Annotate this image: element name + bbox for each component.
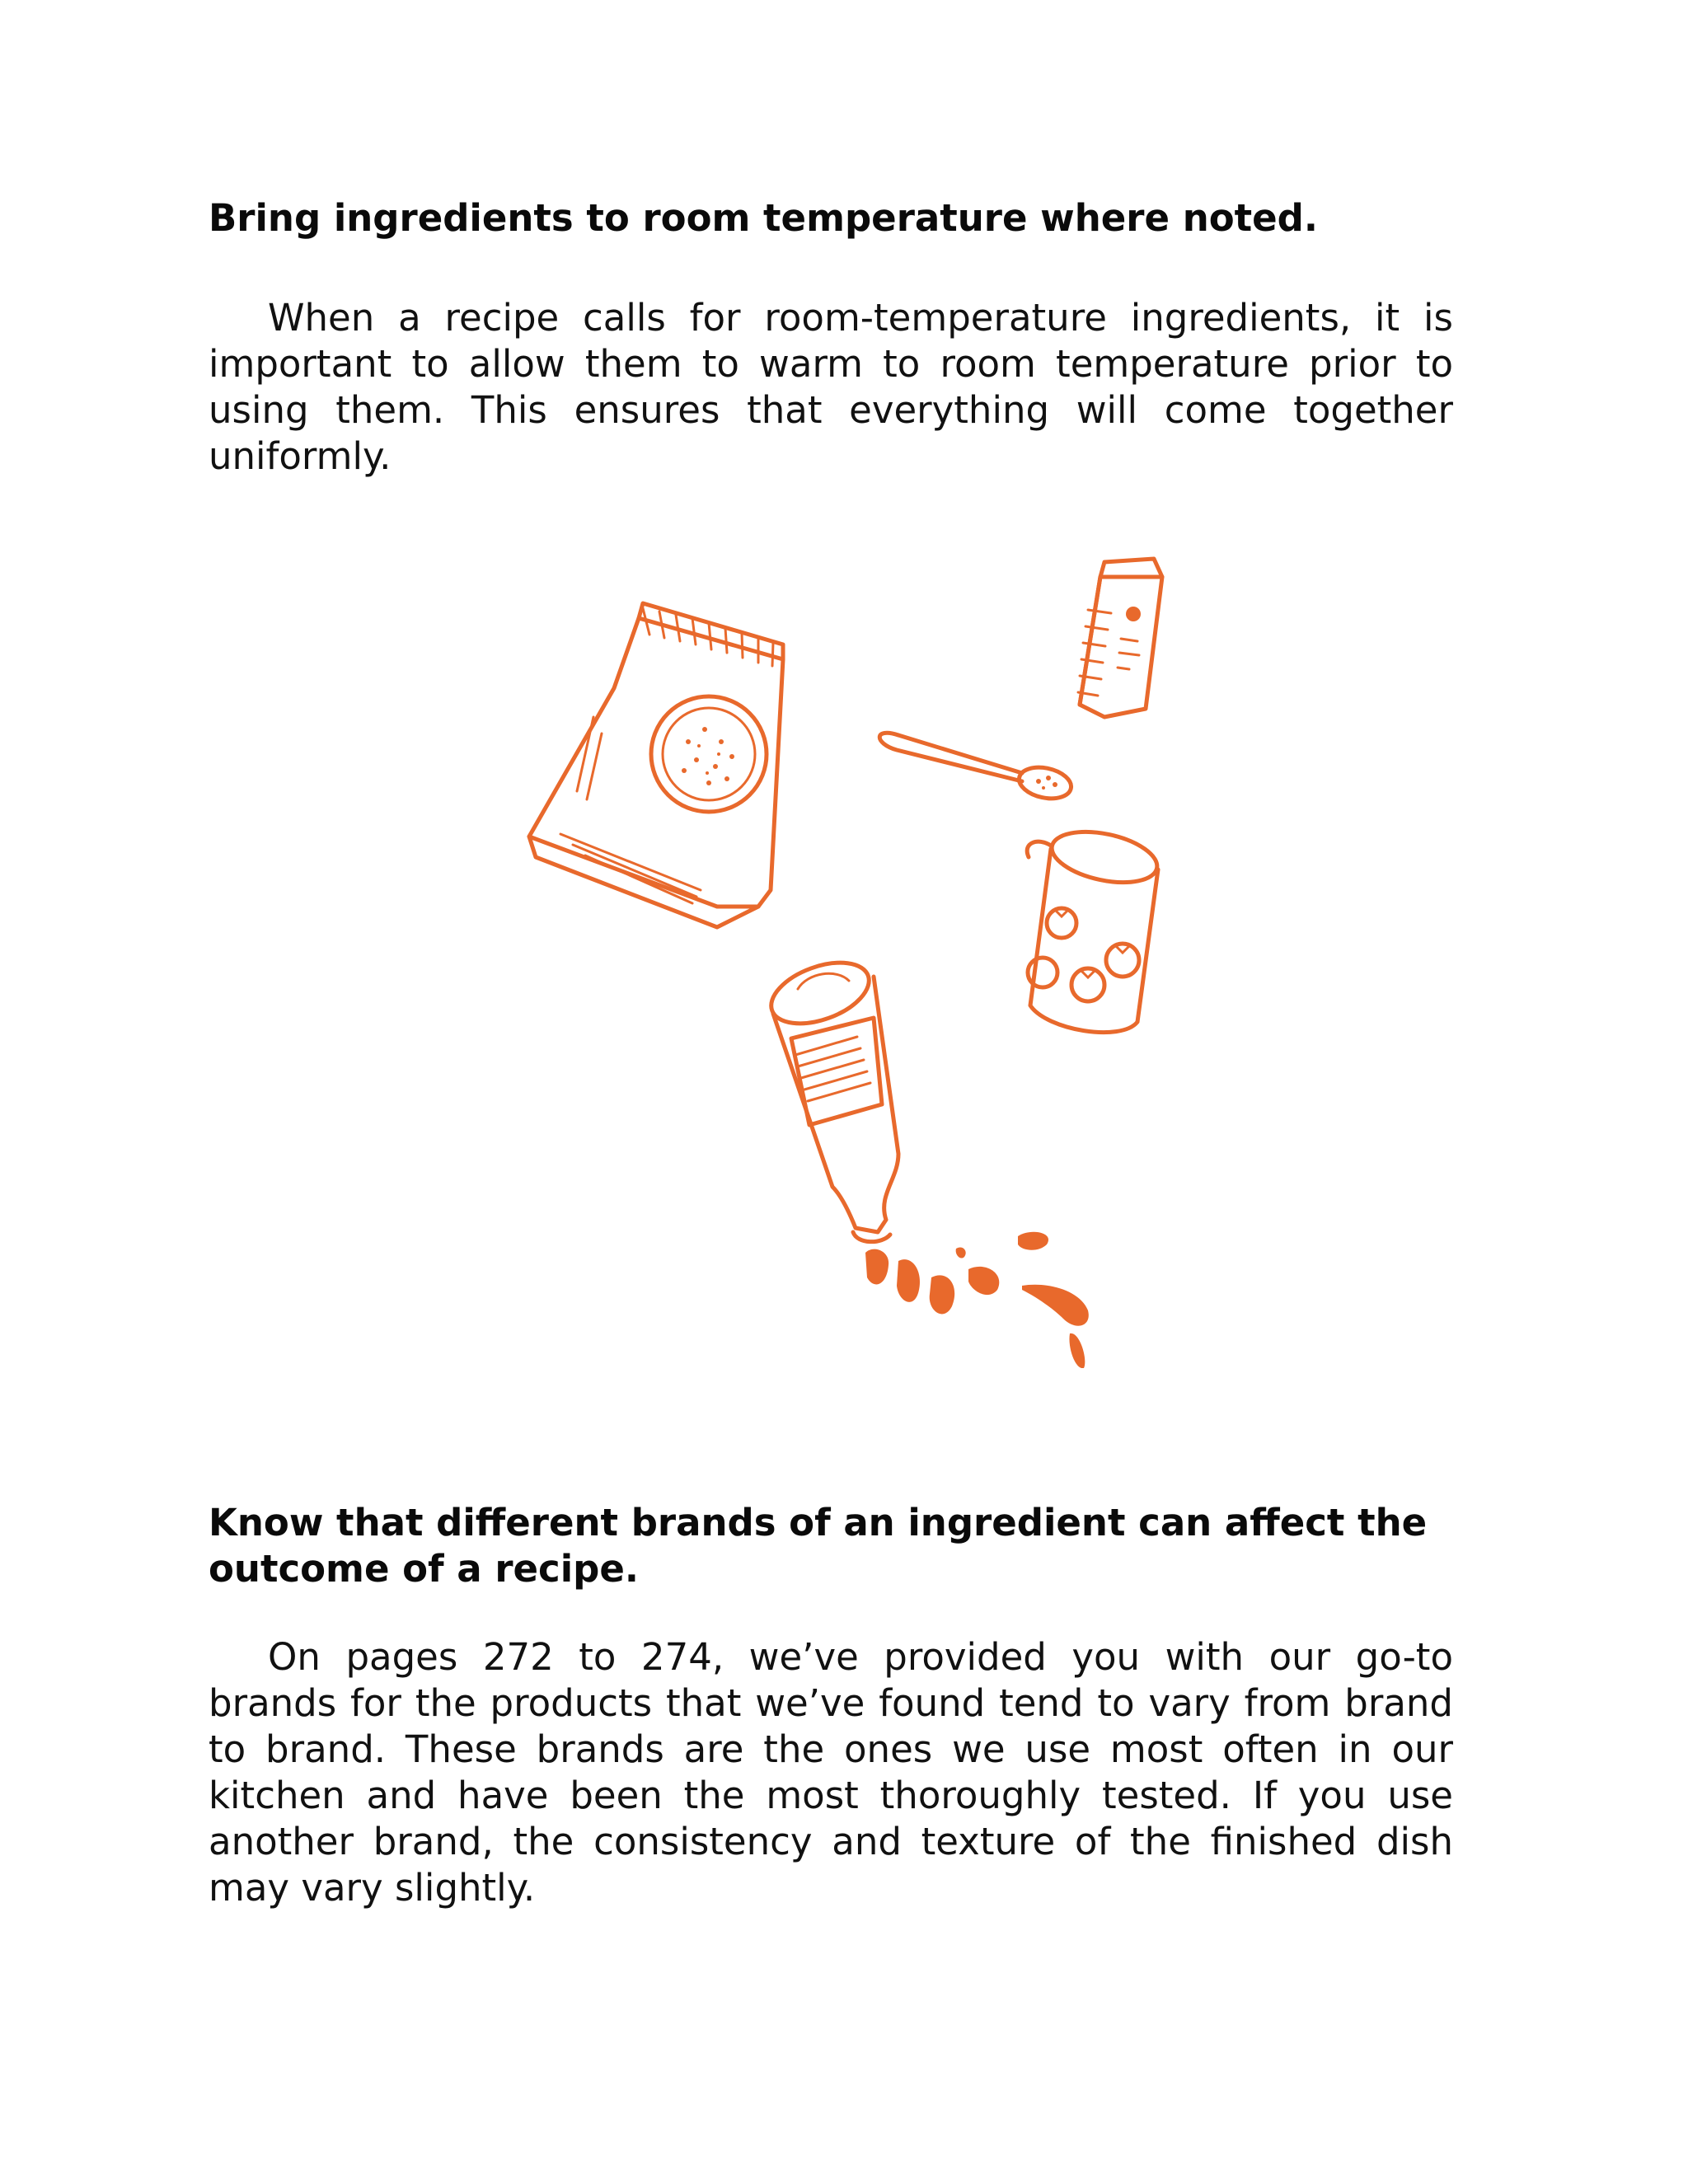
section-heading-ingredient-brands: Know that different brands of an ingredient can affect the outcome of a recipe. (209, 1501, 1428, 1591)
ingredient-bag-icon (529, 603, 783, 927)
sauce-bottle-icon (763, 951, 898, 1242)
section-body-room-temperature: When a recipe calls for room-temperature ingredients, it is important to allow them to warm to room temperature prior to using them. This ensures that everything will come together uniformly. (209, 296, 1453, 478)
section-heading-room-temperature: Bring ingredients to room temperature where noted. (209, 196, 1318, 240)
sauce-splatter-icon (865, 1232, 1089, 1368)
measuring-spoon-icon (879, 733, 1074, 803)
ingredient-box-icon (1078, 559, 1162, 717)
tomato-can-icon (1027, 823, 1161, 1033)
section-body-ingredient-brands: On pages 272 to 274, we’ve provided you with our go-to brands for the products that we’ve found tend to vary from brand to brand. These brands are the ones we use most often in our kitchen and have been the most thoroughly tested. If you use another brand, the consistency and texture of the finished dish may vary slightly. (209, 1635, 1453, 1910)
pantry-ingredients-illustration (511, 544, 1187, 1368)
